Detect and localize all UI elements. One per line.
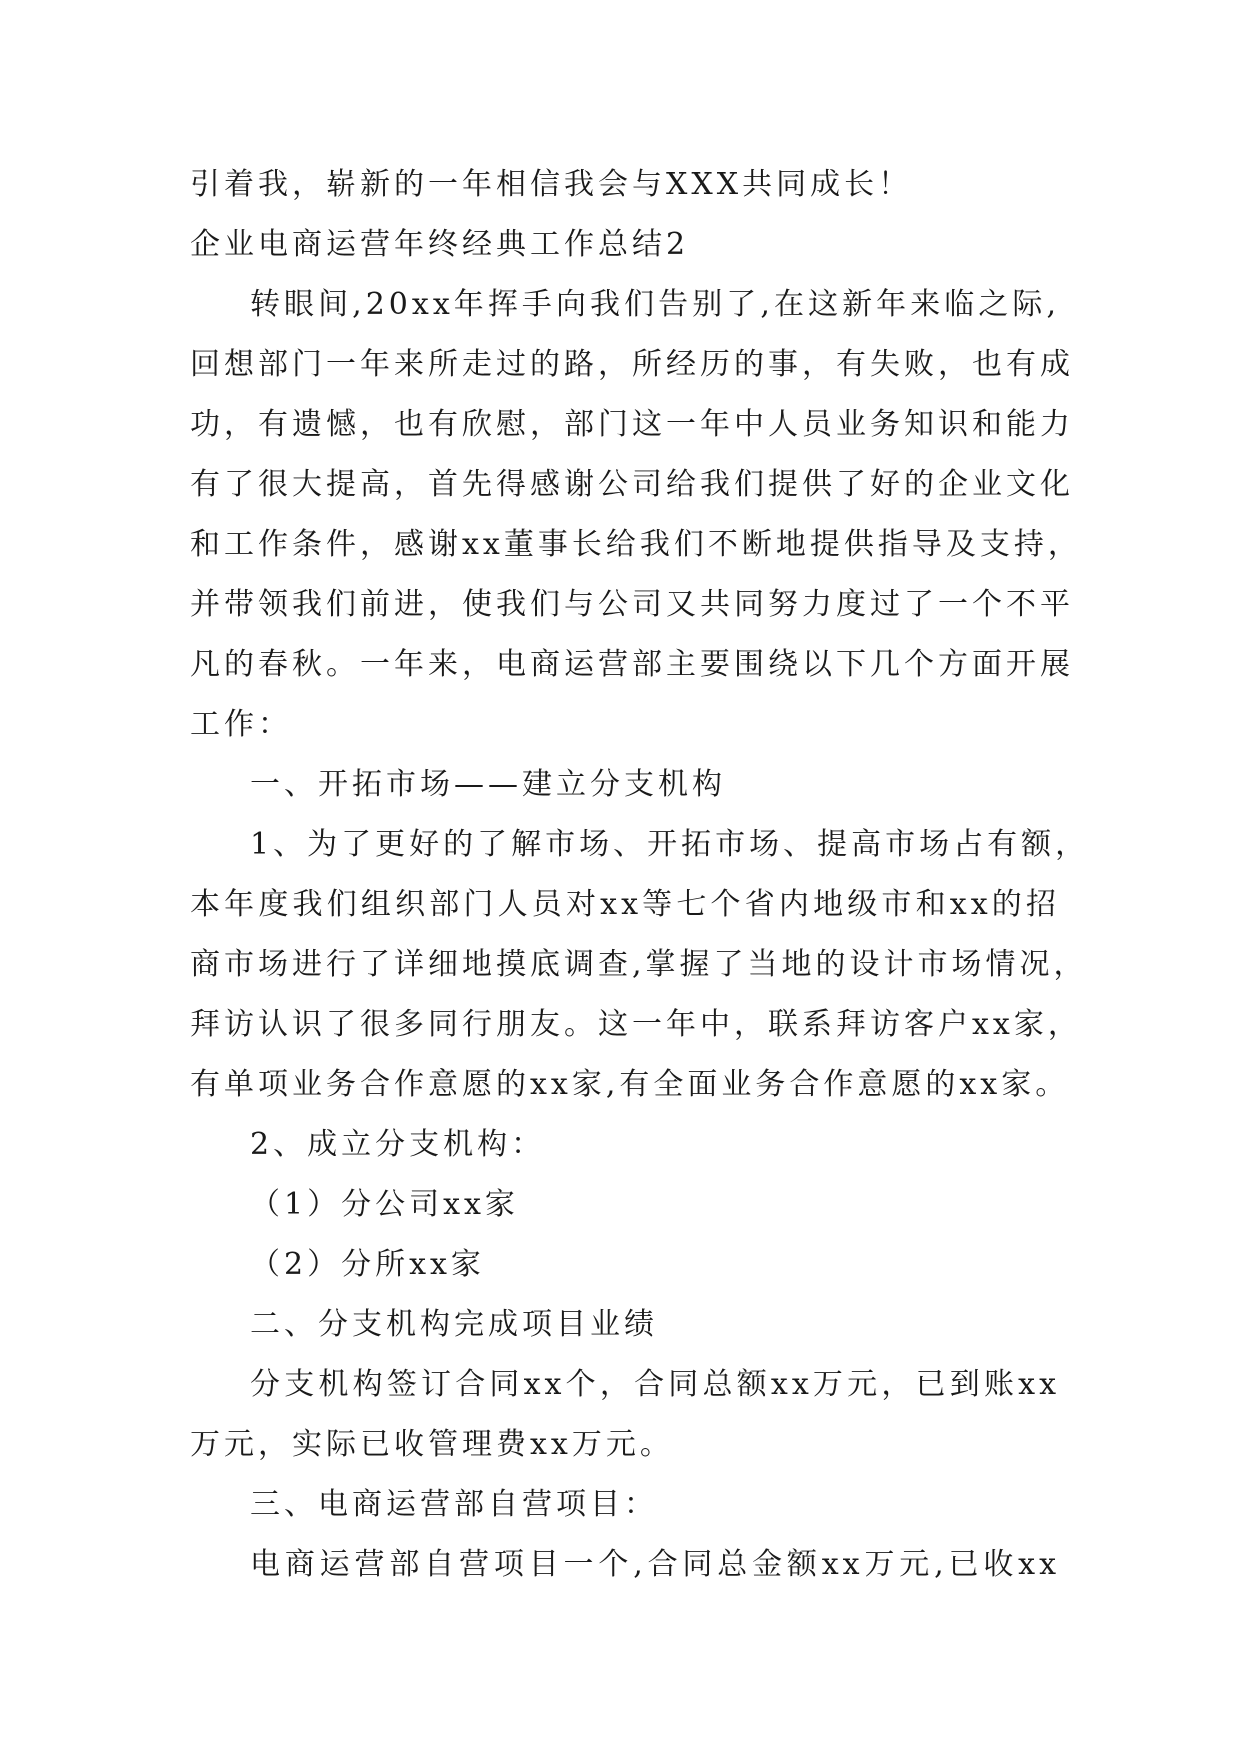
text-line: 2、成立分支机构： — [250, 1127, 546, 1162]
list-item: （2）分所xx家 — [250, 1247, 485, 1282]
text-line: 商市场进行了详细地摸底调查,掌握了当地的设计市场情况， — [190, 947, 1088, 982]
section-title: 企业电商运营年终经典工作总结2 — [190, 227, 690, 262]
text-line: 电商运营部自营项目一个,合同总金额xx万元,已收xx — [250, 1547, 1060, 1582]
heading: 三、电商运营部自营项目： — [250, 1487, 658, 1522]
text-line: 工作： — [190, 707, 292, 742]
text-line: 分支机构签订合同xx个，合同总额xx万元，已到账xx — [250, 1367, 1060, 1402]
text-line: 和工作条件，感谢xx董事长给我们不断地提供指导及支持， — [190, 527, 1082, 562]
text-line: 引着我，崭新的一年相信我会与XXX共同成长！ — [190, 167, 913, 202]
text-line: 转眼间,20xx年挥手向我们告别了,在这新年来临之际, — [250, 287, 1060, 322]
text-line: 万元，实际已收管理费xx万元。 — [190, 1427, 674, 1462]
heading: 一、开拓市场——建立分支机构 — [250, 767, 726, 802]
list-item: （1）分公司xx家 — [250, 1187, 519, 1222]
text-line: 并带领我们前进，使我们与公司又共同努力度过了一个不平 — [190, 587, 1074, 622]
text-line: 1、为了更好的了解市场、开拓市场、提高市场占有额， — [250, 827, 1090, 862]
text-line: 回想部门一年来所走过的路，所经历的事，有失败，也有成 — [190, 347, 1074, 382]
text-line: 有了很大提高，首先得感谢公司给我们提供了好的企业文化 — [190, 467, 1074, 502]
text-line: 拜访认识了很多同行朋友。这一年中，联系拜访客户xx家， — [190, 1007, 1082, 1042]
text-line: 凡的春秋。一年来，电商运营部主要围绕以下几个方面开展 — [190, 647, 1074, 682]
text-line: 功，有遗憾，也有欣慰，部门这一年中人员业务知识和能力 — [190, 407, 1074, 442]
heading: 二、分支机构完成项目业绩 — [250, 1307, 658, 1342]
text-line: 有单项业务合作意愿的xx家,有全面业务合作意愿的xx家。 — [190, 1067, 1070, 1102]
text-line: 本年度我们组织部门人员对xx等七个省内地级市和xx的招 — [190, 887, 1060, 922]
